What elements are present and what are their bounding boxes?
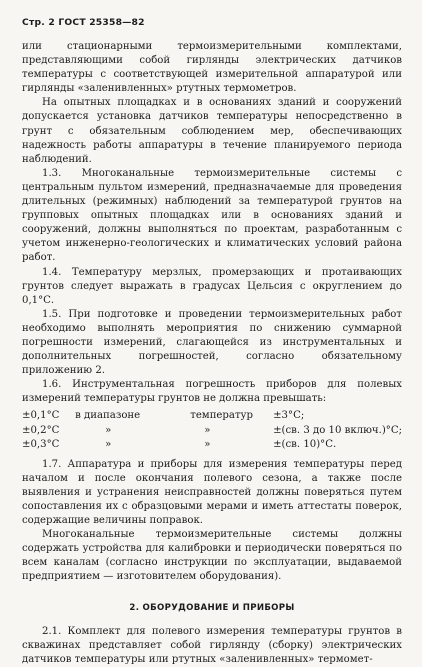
tolerance-ditto: » <box>105 424 112 436</box>
tolerance-row <box>22 438 402 452</box>
tolerance-value: ±0,2°С <box>22 424 60 436</box>
tolerance-ditto: » <box>204 438 211 450</box>
paragraph-sites: На опытных площадках и в основаниях зданий и сооружений допускается установка датчиков температуры непосредственно в грунт с обязательным соблюдением мер, обеспечивающих надежность работы аппаратуры в течение планируемого периода наблюдений. <box>22 97 402 165</box>
tolerance-range: ±3°С; <box>273 410 305 422</box>
paragraph-2-1: 2.1. Комплект для полевого измерения температуры грунтов в скважинах представляет собой гирлянду (сборку) электрических датчиков температуры или ртутных «заленивленных» термомет- <box>22 625 402 665</box>
tolerance-value: ±0,3°С <box>22 438 60 450</box>
paragraph-continuation: или стационарными термоизмерительными комплектами, представляющими собой гирлянды электрических датчиков температуры с соответствующей измерительной аппаратурой или гирлянды «заленивленных» ртутных термометров. <box>22 41 402 95</box>
tolerance-table <box>22 409 402 451</box>
document-body <box>22 40 402 667</box>
tolerance-row <box>22 424 402 438</box>
tolerance-row <box>22 409 402 423</box>
tolerance-range: ±(св. 10)°С. <box>273 438 337 450</box>
paragraph-1-7: 1.7. Аппаратура и приборы для измерения температуры перед началом и после окончания полевого сезона, а также после выявления и устранения неисправностей должны поверяться путем сопоставления их с образцовыми мерами и иметь аттестаты поверок, содержащие величины поправок. <box>22 458 402 527</box>
tolerance-ditto: » <box>204 424 211 436</box>
tolerance-range: ±(св. 3 до 10 включ.)°С; <box>273 424 402 436</box>
paragraph-1-3: 1.3. Многоканальные термоизмерительные системы с центральным пультом измерений, предназначаемые для проведения длительных (режимных) наблюдений за температурой грунтов на групповых опытных площадках или в основаниях зданий и сооружений, должны выполняться по проектам, разработанным с учетом инженерно-геологических и климатических условий района работ. <box>22 167 402 264</box>
tolerance-ditto: » <box>105 438 112 450</box>
tolerance-cell: в диапазоне <box>75 410 141 422</box>
page-header: Стр. 2 ГОСТ 25358—82 <box>22 17 145 28</box>
paragraph-1-6: 1.6. Инструментальная погрешность приборов для полевых измерений температуры грунтов не должна превышать: <box>22 379 402 405</box>
section-title: 2. ОБОРУДОВАНИЕ И ПРИБОРЫ <box>129 602 295 613</box>
paragraph-1-4: 1.4. Температуру мерзлых, промерзающих и протаивающих грунтов следует выражать в градусах Цельсия с округлением до 0,1°С. <box>22 266 402 306</box>
paragraph-multichannel: Многоканальные термоизмерительные системы должны содержать устройства для калибровки и периодически поверяться по всем каналам (согласно инструкции по эксплуатации, выдаваемой предприятием — изготовителем оборудования). <box>22 529 402 583</box>
tolerance-cell: температур <box>190 410 253 422</box>
paragraph-1-5: 1.5. При подготовке и проведении термоизмерительных работ необходимо выполнять мероприятия по снижению суммарной погрешности измерений, слагающейся из инструментальных и дополнительных погрешностей, согласно обязательному приложению 2. <box>22 308 402 377</box>
tolerance-value: ±0,1°С <box>22 410 60 422</box>
